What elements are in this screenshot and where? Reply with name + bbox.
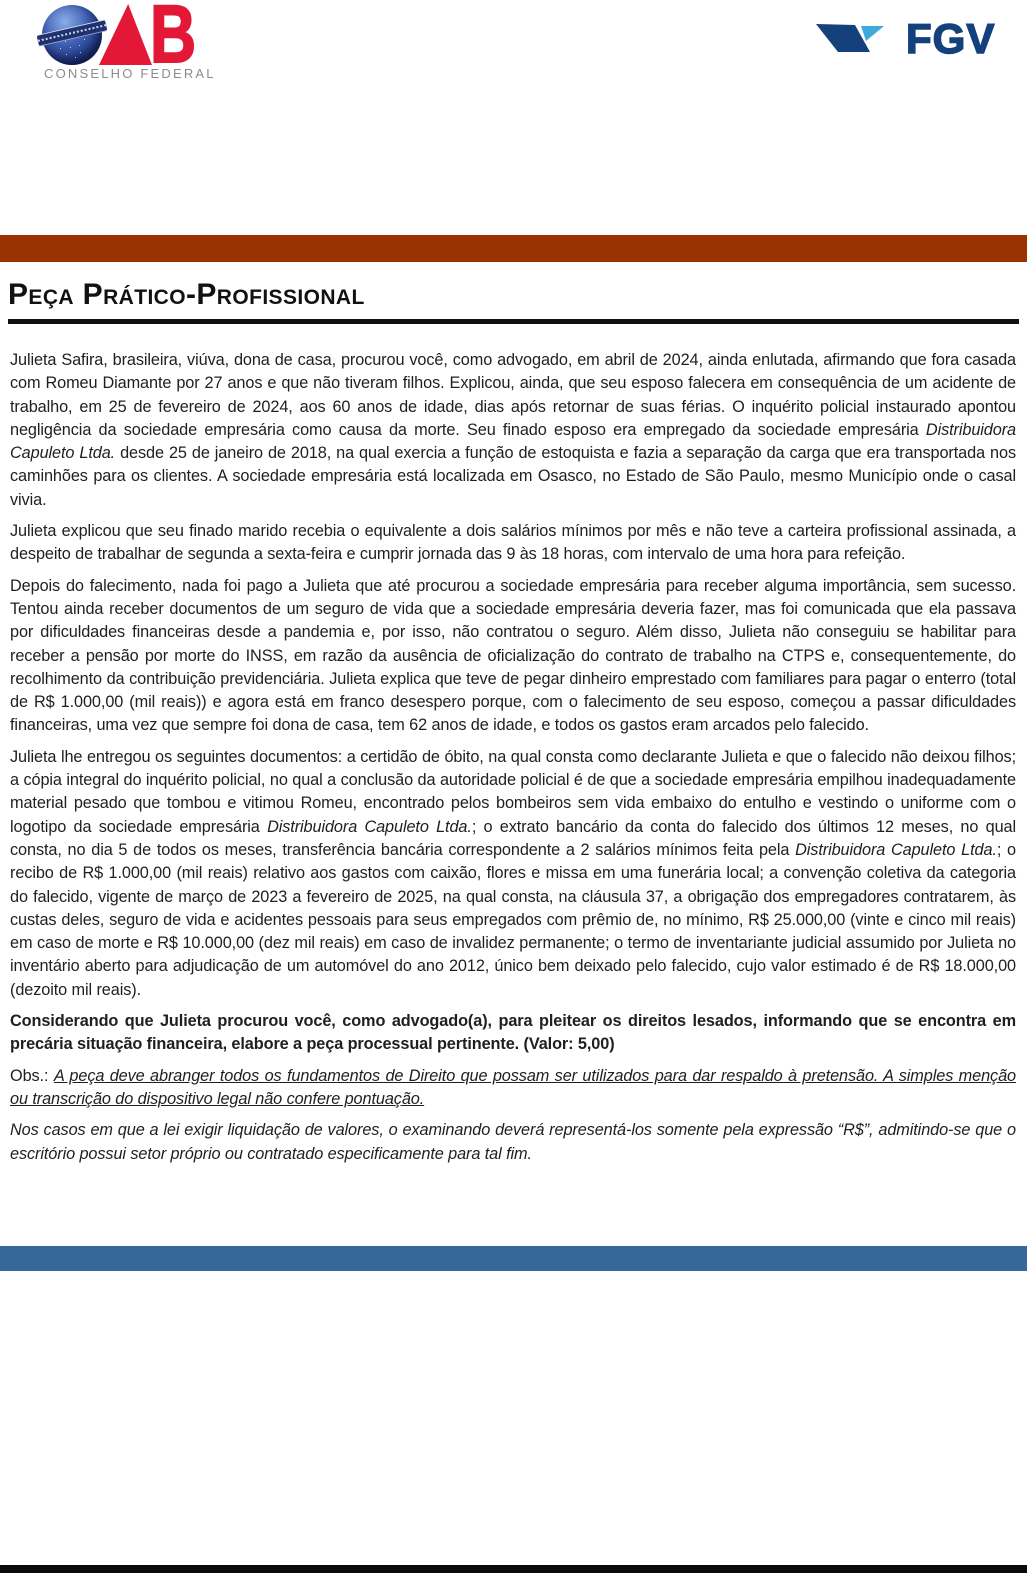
oab-letter-a-icon <box>99 4 152 65</box>
text-run: ; o recibo de R$ 1.000,00 (mil reais) relativo aos gastos com caixão, flores e missa em uma funerária local; a convenção coletiva da categoria do falecido, vigente de março de 2023 a fevereiro de 2025, na qual consta, na cláusula 37, a obrigação dos empregadores contratarem, às custas deles, seguro de vida e acidentes pessoais para seus empregados com prêmio de, no mínimo, R$ 25.000,00 (vinte e cinco mil reais) em caso de morte e R$ 10.000,00 (dez mil reais) em caso de invalidez permanente; o termo de inventariante judicial assumido por Julieta no inventário aberto para adjudicação de um automóvel do ano 2012, único bem deixado pelo falecido, cujo valor estimado é de R$ 18.000,00 (dezoito mil reais). <box>10 840 1016 999</box>
text-run: Julieta explicou que seu finado marido recebia o equivalente a dois salários mínimos por mês e não teve a carteira profissional assinada, a despeito de trabalhar de segunda a sexta-feira e cumprir jornada das 9 às 18 horas, com intervalo de uma hora para refeição. <box>10 522 1016 564</box>
blue-divider-bar <box>0 1246 1027 1271</box>
bottom-edge-bar <box>0 1565 1027 1573</box>
text-run: Julieta Safira, brasileira, viúva, dona de casa, procurou você, como advogado, em abril de 2024, ainda enlutada, afirmando que fora casada com Romeu Diamante por 27 anos e que não tiveram filhos. Explicou, ainda, que seu esposo falecera em consequência de um acidente de trabalho, em 25 de fevereiro de 2024, aos 60 anos de idade, dias após retornar de suas férias. O inquérito policial instaurado apontou negligência da sociedade empresária como causa da morte. Seu finado esposo era empregado da sociedade empresária <box>10 351 1016 439</box>
maroon-divider-bar <box>0 235 1027 262</box>
paragraph <box>10 1119 1016 1166</box>
paragraph <box>10 575 1016 738</box>
text-run: Depois do falecimento, nada foi pago a Julieta que até procurou a sociedade empresária para receber alguma importância, sem sucesso. Tentou ainda receber documentos de um seguro de vida que a sociedade empresária deveria fazer, mas foi comunicada que ela passava por dificuldades financeiras desde a pandemia e, por isso, não contratou o seguro. Além disso, Julieta não conseguiu se habilitar para receber a pensão por morte do INSS, em razão da ausência de oficialização do contrato de trabalho na CTPS e, consequentemente, do recolhimento da contribuição previdenciária. Julieta explica que teve de pegar dinheiro emprestado com familiares para pagar o enterro (total de R$ 1.000,00 (mil reais)) e agora está em franco desespero porque, com o falecimento de seu esposo, começou a passar dificuldades financeiras, uma vez que sempre foi dona de casa, tem 62 anos de idade, e todos os gastos eram arcados pelo falecido. <box>10 576 1016 735</box>
text-run: Considerando que Julieta procurou você, como advogado(a), para pleitear os direitos lesados, informando que se encontra em precária situação financeira, elabore a peça processual pertinente. (Valor: 5,00) <box>10 1012 1016 1054</box>
text-run: Distribuidora Capuleto Ltda. <box>10 420 1016 463</box>
document-body <box>10 349 1016 1174</box>
page-title: Peça Prático-Profissional <box>8 278 1019 324</box>
text-run: Distribuidora Capuleto Ltda. <box>267 817 472 836</box>
paragraph <box>10 1065 1016 1112</box>
text-run: Obs.: <box>10 1066 54 1085</box>
text-run: Distribuidora Capuleto Ltda. <box>795 840 997 859</box>
text-run: ; o extrato bancário da conta do falecido dos últimos 12 meses, no qual consta, no dia 5 de todos os meses, transferência bancária correspondente a 2 salários mínimos feita pela <box>10 817 1016 859</box>
fgv-mark-icon <box>816 24 892 54</box>
paragraph <box>10 1010 1016 1057</box>
fgv-logo <box>816 15 996 62</box>
paragraph <box>10 349 1016 512</box>
text-run: A peça deve abranger todos os fundamentos de Direito que possam ser utilizados para dar respaldo à pretensão. A simples menção ou transcrição do dispositivo legal não confere pontuação. <box>10 1066 1016 1108</box>
oab-logo <box>42 0 216 84</box>
oab-caption: CONSELHO FEDERAL <box>44 66 216 81</box>
text-run: desde 25 de janeiro de 2018, na qual exercia a função de estoquista e fazia a separação da carga que era transportada nos caminhões para os clientes. A sociedade empresária está localizada em Osasco, no Estado de São Paulo, mesmo Município onde o casal vivia. <box>10 444 1016 509</box>
text-run: Nos casos em que a lei exigir liquidação de valores, o examinando deverá representá-los somente pela expressão “R$”, admitindo-se que o escritório possui setor próprio ou contratado especificamente para tal fim. <box>10 1121 1016 1163</box>
globe-banner-icon <box>37 19 108 46</box>
fgv-wordmark: FGV <box>906 15 996 62</box>
oab-globe-icon <box>42 5 102 65</box>
text-run: Julieta lhe entregou os seguintes documentos: a certidão de óbito, na qual consta como declarante Julieta e que o falecido não deixou filhos; a cópia integral do inquérito policial, no qual a conclusão da autoridade policial é de que a sociedade empresária empilhou inadequadamente material pesado que tombou e vitimou Romeu, encontrado pelos bombeiros sem vida embaixo do entulho e vestindo o uniforme com o logotipo da sociedade empresária <box>10 747 1016 836</box>
oab-letter-b: B <box>150 0 197 80</box>
paragraph <box>10 746 1016 1002</box>
paragraph <box>10 520 1016 567</box>
